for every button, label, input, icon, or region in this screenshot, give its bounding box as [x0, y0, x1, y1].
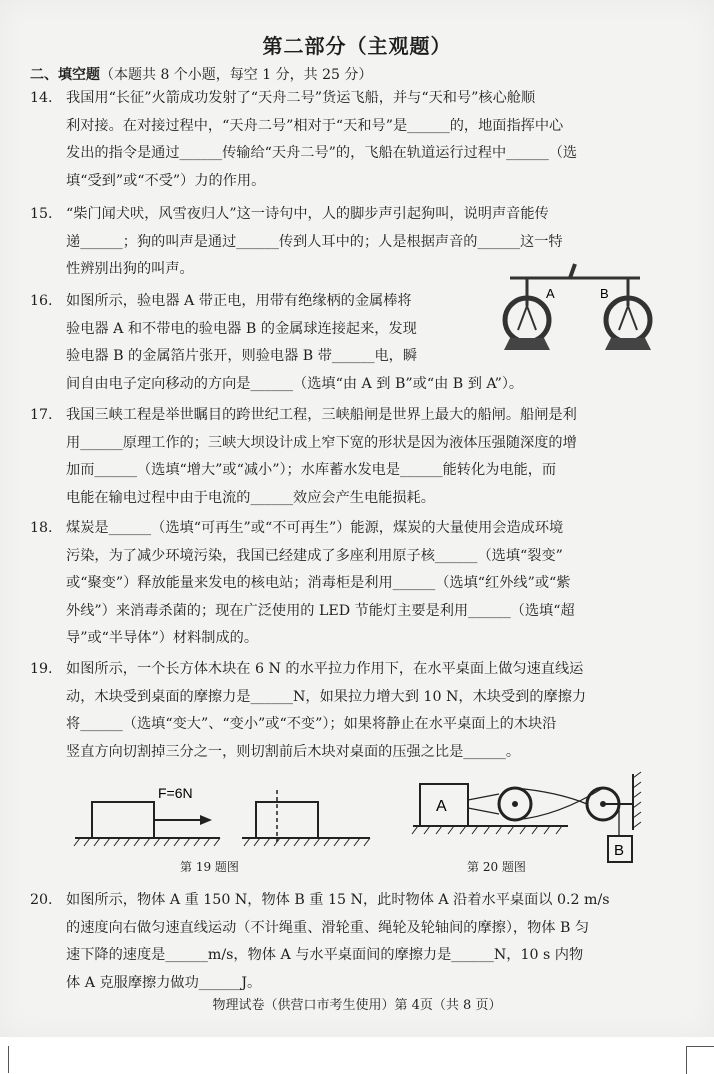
question-number: 19. [30, 661, 53, 677]
electroscope-b [605, 278, 651, 350]
caption-20: 第 20 题图 [467, 860, 526, 874]
question-text: “柴门闻犬吠，风雪夜归人”这一诗句中，人的脚步声引起狗叫，说明声音能传 递______；狗的叫声是通过______传到人耳中的；人是根据声音的______这一特 性辨别出狗的叫声。 [66, 206, 563, 277]
question-17 [30, 402, 690, 512]
page-footer: 物理试卷（供营口市考生使用）第 4页（共 8 页） [212, 998, 502, 1013]
question-text: 我国用“长征”火箭成功发射了“天舟二号”货运飞船，并与“天和号”核心舱顺 利对接。在对接过程中，“天舟二号”相对于“天和号”是______的，地面指挥中心 发出的指令是通过______传输给“天舟二号”的，飞船在轨道运行过程中______（选 填“受到”或“不受”）力的作用。 [66, 90, 578, 189]
question-14 [30, 85, 690, 195]
block-b-label: B [614, 842, 625, 859]
question-number: 15. [30, 206, 53, 222]
electroscope-a [504, 278, 550, 350]
question-20 [30, 887, 690, 997]
caption-19: 第 19 题图 [180, 860, 239, 874]
question-text: 煤炭是______（选填“可再生”或“不可再生”）能源，煤炭的大量使用会造成环境 污染，为了减少环境污染，我国已经建成了多座利用原子核______（选填“裂变” 或“聚变”）释放能量来发电的核电站；消毒柜是利用______（选填“红外线”或“紫 外线”）来消毒杀菌的；现在广泛使用的 LED 节能灯主要是利用______（选填“超 导”或“半导体”）材料制成的。 [66, 520, 575, 646]
label-a: A [546, 286, 555, 301]
question-number: 17. [30, 407, 53, 423]
question-text: 如图所示，一个长方体木块在 6 N 的水平拉力作用下，在水平桌面上做匀速直线运 动，木块受到桌面的摩擦力是______N，如果拉力增大到 10 N，木块受到的摩擦力 将______（选填“变大”、“变小”或“不变”）；如果将静止在水平桌面上的木块沿 竖直方向切割掉三分之一，则切割前后木块对桌面的压强之比是______。 [66, 661, 587, 760]
page-title: 第二部分（主观题） [262, 34, 452, 58]
question-number: 18. [30, 520, 53, 536]
question-18 [30, 515, 690, 653]
rope [468, 788, 603, 820]
section-label: 二、填空题 [30, 67, 100, 83]
crop-mark-left [0, 1046, 9, 1073]
force-arrowhead [200, 815, 212, 825]
force-label: F=6N [158, 785, 193, 801]
question-text: 我国三峡工程是举世瞩目的跨世纪工程，三峡船闸是世界上最大的船闸。船闸是利 用______原理工作的；三峡大坝设计成上窄下宽的形状是因为液体压强随深度的增 加而______（选填“增大”或“减小”）；水库蓄水发电是______能转化为电能，而 电能在输电过程中由于电流的______效应会产生电能损耗。 [66, 407, 577, 506]
question-number: 20. [30, 892, 53, 908]
question-number: 16. [30, 293, 53, 309]
question-text: 如图所示，物体 A 重 150 N，物体 B 重 15 N，此时物体 A 沿着水平桌面以 0.2 m/s 的速度向右做匀速直线运动（不计绳重、滑轮重、绳轮及轮轴间的摩擦），物体 B 匀 速下降的速度是______m/s，物体 A 与水平桌面间的摩擦力是______N，10 s 内物 体 A 克服摩擦力做功______J。 [66, 892, 610, 991]
block-a-label: A [436, 798, 447, 815]
cut-block [256, 802, 318, 838]
crop-mark-right [686, 1046, 714, 1074]
electroscope-figure [500, 260, 680, 360]
label-b: B [600, 286, 609, 301]
figure-20 [408, 770, 658, 870]
insulated-handle [570, 264, 575, 278]
section-heading [30, 64, 372, 84]
figure-19 [70, 780, 390, 855]
question-19 [30, 656, 690, 766]
question-number: 14. [30, 90, 53, 106]
question-text: 如图所示，验电器 A 带正电，用带有绝缘柄的金属棒将 验电器 A 和不带电的验电器 B 的金属球连接起来，发现 验电器 B 的金属箔片张开，则验电器 B 带______电，瞬 间自由电子定向移动的方向是______（选填“由 A 到 B”或“由 B 到 A”）。 [66, 293, 524, 392]
wood-block [92, 802, 154, 838]
section-note: （本题共 8 个小题，每空 1 分，共 25 分） [100, 67, 373, 83]
